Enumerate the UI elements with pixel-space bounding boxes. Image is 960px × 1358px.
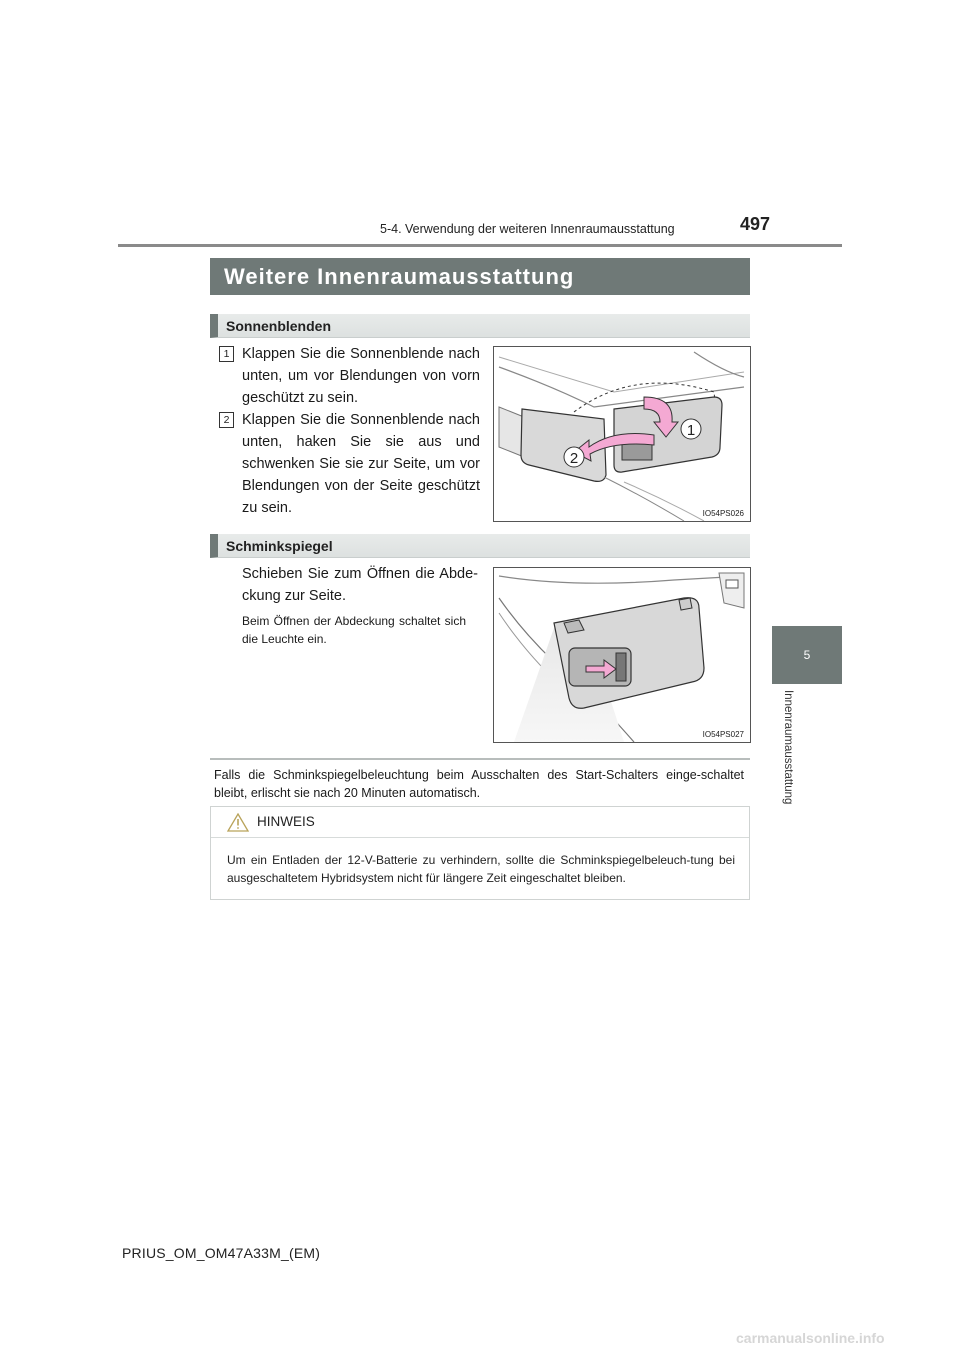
step-number-badge: 1 bbox=[219, 346, 234, 362]
chapter-tab bbox=[772, 626, 842, 684]
notice-box bbox=[210, 806, 750, 900]
heading-sonnenblenden: Sonnenblenden bbox=[210, 314, 750, 338]
sun-visor-illustration bbox=[493, 346, 751, 522]
vanity-mirror-drawing bbox=[494, 568, 750, 742]
sun-visor-drawing bbox=[494, 347, 750, 521]
notice-body: Um ein Entladen der 12-V-Batterie zu verhindern, sollte die Schminkspiegelbeleuch-tung bei ausgeschaltetem Hybridsystem nicht für längere Zeit eingeschaltet bleiben. bbox=[227, 853, 735, 885]
chapter-label bbox=[754, 690, 834, 830]
mirror-light-note: Beim Öffnen der Abdeckung schaltet sich die Leuchte ein. bbox=[242, 614, 466, 646]
notice-header bbox=[211, 807, 749, 838]
callout-2: 2 bbox=[569, 450, 579, 467]
figure-code: IO54PS027 bbox=[702, 730, 744, 739]
figure-code: IO54PS026 bbox=[702, 509, 744, 518]
vanity-mirror-illustration bbox=[493, 567, 751, 743]
document-code: PRIUS_OM_OM47A33M_(EM) bbox=[122, 1245, 321, 1261]
heading-schminkspiegel: Schminkspiegel bbox=[210, 534, 750, 558]
chapter-label-text: Innenraumausstattung bbox=[782, 690, 794, 805]
header-section-title: 5-4. Verwendung der weiteren Innenraumausstattung bbox=[380, 222, 675, 236]
header-rule bbox=[118, 244, 842, 247]
info-text: Falls die Schminkspiegelbeleuchtung beim Ausschalten des Start-Schalters einge-schaltet bleibt, erlischt sie nach 20 Minuten automatisch. bbox=[214, 768, 744, 800]
chapter-number: 5 bbox=[803, 648, 811, 662]
info-rule bbox=[210, 758, 750, 760]
callout-1: 1 bbox=[686, 422, 696, 439]
notice-title: HINWEIS bbox=[257, 814, 315, 829]
main-title: Weitere Innenraumausstattung bbox=[210, 258, 750, 295]
watermark: carmanualsonline.info bbox=[736, 1330, 885, 1346]
step-number-badge: 2 bbox=[219, 412, 234, 428]
page-number: 497 bbox=[740, 214, 771, 234]
step-text: Klappen Sie die Sonnenblende nach unten, um vor Blendungen von vorn geschützt zu sein. bbox=[242, 346, 480, 406]
warning-icon bbox=[227, 813, 249, 832]
mirror-instruction: Schieben Sie zum Öffnen die Abde-ckung zur Seite. bbox=[242, 566, 478, 604]
step-text: Klappen Sie die Sonnenblende nach unten, haken Sie sie aus und schwenken Sie sie zur Seite, um vor Blendungen von der Seite geschützt zu sein. bbox=[242, 412, 480, 516]
